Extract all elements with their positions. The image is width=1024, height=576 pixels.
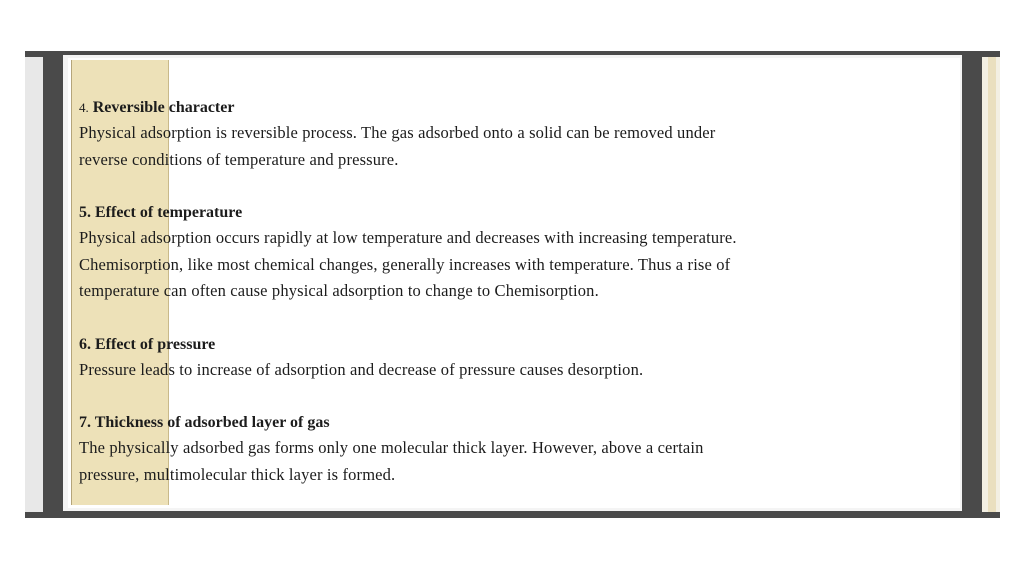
section-effect-of-pressure xyxy=(79,332,949,384)
text-line: Physical adsorption occurs rapidly at low temperature and decreases with increasing temperature. xyxy=(79,228,737,247)
section-reversible-character xyxy=(79,95,949,173)
section-body xyxy=(79,435,949,488)
section-title: Thickness of adsorbed layer of gas xyxy=(94,414,330,431)
section-number: 5. xyxy=(79,204,91,221)
next-page-edge xyxy=(982,57,1000,512)
text-line: pressure, multimolecular thick layer is formed. xyxy=(79,464,396,484)
previous-page-edge xyxy=(25,57,43,512)
section-body xyxy=(79,225,949,305)
text-line: The physically adsorbed gas forms only one molecular thick layer. However, above a certain xyxy=(79,438,704,457)
section-heading xyxy=(79,332,949,357)
text-line: Pressure leads to increase of adsorption and decrease of pressure causes desorption. xyxy=(79,359,644,379)
section-body xyxy=(79,357,949,384)
section-effect-of-temperature xyxy=(79,200,949,305)
section-heading xyxy=(79,200,949,225)
section-number: 4. xyxy=(79,100,89,115)
section-number: 7. xyxy=(79,414,91,431)
section-number: 6. xyxy=(79,335,91,353)
section-title: Reversible character xyxy=(92,99,235,116)
text-line: Chemisorption, like most chemical changes, generally increases with temperature. Thus a rise of xyxy=(79,254,731,274)
text-line: Physical adsorption is reversible process. The gas adsorbed onto a solid can be removed under xyxy=(79,123,716,142)
section-heading xyxy=(79,95,949,120)
document-content xyxy=(79,95,949,511)
section-heading xyxy=(79,410,949,435)
text-line: temperature can often cause physical adsorption to change to Chemisorption. xyxy=(79,281,599,300)
section-title: Effect of pressure xyxy=(95,335,216,353)
section-thickness-of-adsorbed-layer xyxy=(79,410,949,488)
text-line: reverse conditions of temperature and pressure. xyxy=(79,149,399,169)
next-page-highlight-strip xyxy=(988,57,996,512)
section-title: Effect of temperature xyxy=(95,204,243,221)
section-body xyxy=(79,120,949,173)
document-page xyxy=(63,55,962,511)
